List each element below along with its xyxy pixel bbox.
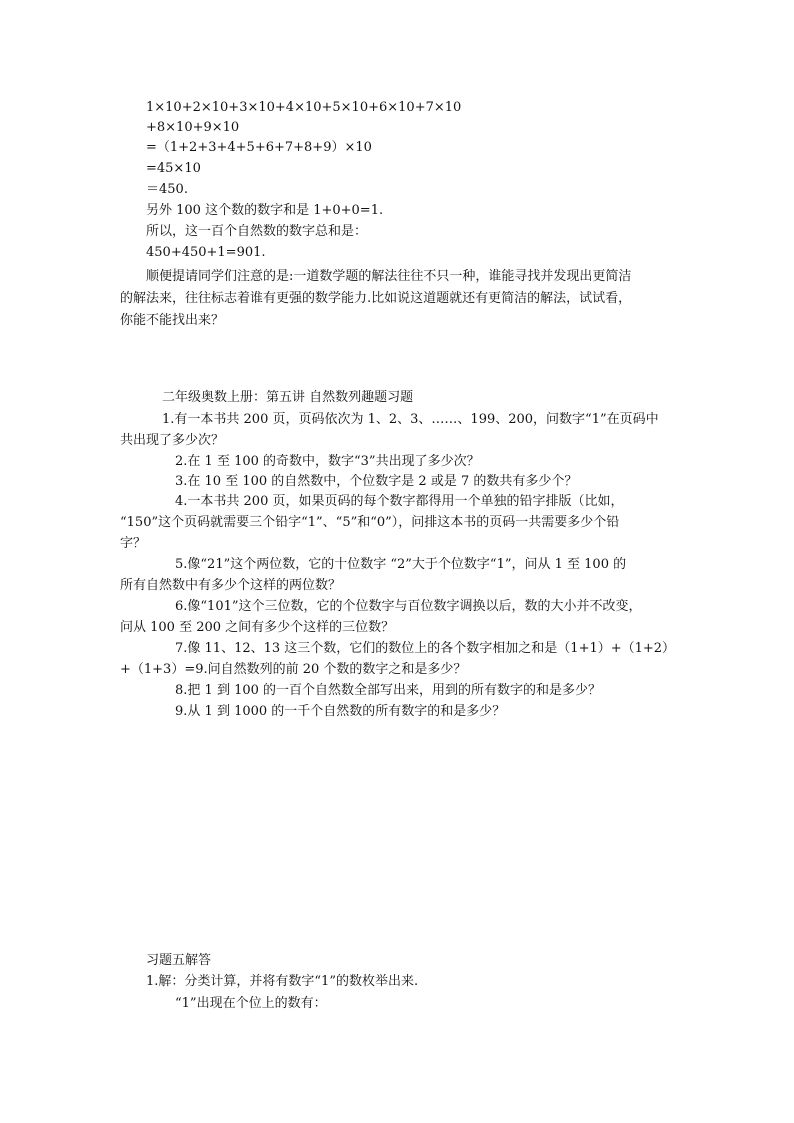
exercise-line: 所有自然数中有多少个这样的两位数？ [120,578,342,593]
note-line: 顺便提请同学们注意的是:一道数学题的解法往往不只一种，谁能寻找并发现出更简洁 [146,269,632,284]
calc-line: =（1+2+3+4+5+6+7+8+9）×10 [146,140,372,155]
answer-line: “1”出现在个位上的数有： [175,996,327,1011]
note-line: 你能不能找出来？ [120,313,225,328]
calc-line: =45×10 [146,161,201,176]
exercise-line: 7.像 11、12、13 这三个数，它们的数位上的各个数字相加之和是（1+1）+（1+2） [175,641,676,656]
exercise-line: 4.一本书共 200 页，如果页码的每个数字都得用一个单独的铅字排版（比如， [175,494,624,509]
exercise-line: 字？ [120,536,147,551]
exercise-line: 2.在 1 至 100 的奇数中，数字“3”共出现了多少次？ [175,454,480,469]
exercise-line: “150”这个页码就需要三个铅字“1”、“5”和“0”），问排这本书的页码一共需要多少个铅 [120,515,620,530]
answers-title: 习题五解答 [146,953,212,968]
exercise-line: 8.把 1 到 100 的一百个自然数全部写出来，用到的所有数字的和是多少？ [175,683,602,698]
calc-line: +8×10+9×10 [146,120,240,135]
exercise-line: 1.有一本书共 200 页，页码依次为 1、2、3、……、199、200，问数字“1”在页码中 [162,412,659,427]
calc-line: 1×10+2×10+3×10+4×10+5×10+6×10+7×10 [146,100,462,115]
exercise-line: 9.从 1 到 1000 的一千个自然数的所有数字的和是多少？ [175,704,506,719]
calc-line: 450+450+1=901. [146,245,266,260]
exercise-line: 6.像“101”这个三位数，它的个位数字与百位数字调换以后，数的大小并不改变， [175,599,642,614]
exercise-line: 5.像“21”这个两位数，它的十位数字 “2”大于个位数字“1”，问从 1 至 100 的 [175,557,627,572]
calc-line: ＝450. [146,182,188,197]
exercise-line: 3.在 10 至 100 的自然数中，个位数字是 2 或是 7 的数共有多少个？ [175,474,578,489]
exercise-line: 共出现了多少次？ [120,433,225,448]
answer-line: 1.解：分类计算，并将有数字“1”的数枚举出来. [146,974,419,989]
note-line: 的解法来，往往标志着谁有更强的数学能力.比如说这道题就还有更简洁的解法，试试看， [120,291,632,306]
calc-line: 所以，这一百个自然数的数字总和是： [146,224,368,239]
exercise-line: 问从 100 至 200 之间有多少个这样的三位数？ [120,620,395,635]
exercises-title: 二年级奥数上册：第五讲 自然数列趣题习题 [162,390,414,405]
calc-line: 另外 100 这个数的数字和是 1+0+0=1. [146,203,384,218]
exercise-line: +（1+3）=9.问自然数列的前 20 个数的数字之和是多少？ [120,662,467,677]
